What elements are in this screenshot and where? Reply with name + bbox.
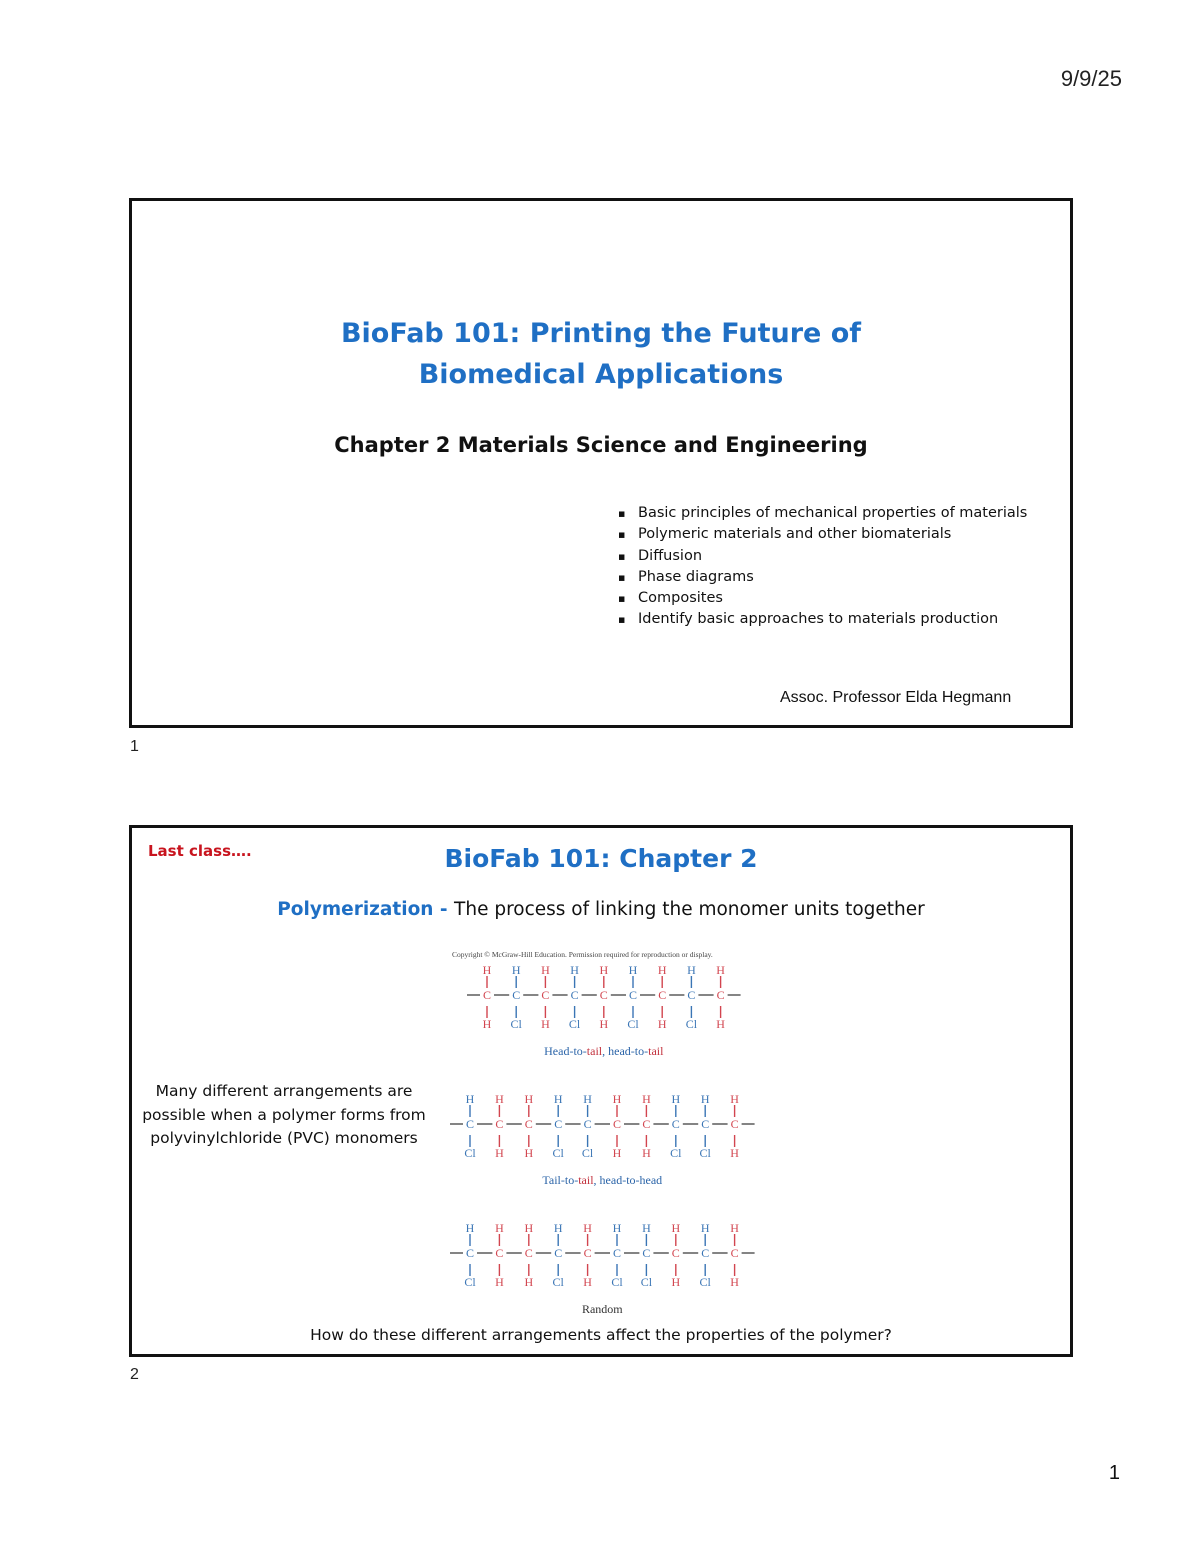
carbon-atom: C xyxy=(465,1117,475,1131)
carbon-atom: C xyxy=(687,988,696,1002)
bottom-atom: Cl xyxy=(568,1017,581,1031)
definition-text: The process of linking the monomer units together xyxy=(454,899,925,920)
carbon-atom: C xyxy=(730,1117,739,1131)
top-atom: H xyxy=(657,963,667,977)
topic-item: ▪ Basic principles of mechanical properties of materials xyxy=(618,503,1027,524)
page-number: 1 xyxy=(1108,1462,1120,1484)
top-atom: H xyxy=(730,1221,739,1235)
top-atom: H xyxy=(465,1221,475,1235)
bottom-atom: Cl xyxy=(685,1017,698,1031)
top-atom: H xyxy=(541,963,550,977)
bottom-atom: H xyxy=(495,1146,504,1160)
carbon-atom: C xyxy=(482,988,492,1002)
bottom-atom: H xyxy=(495,1275,504,1289)
top-atom: H xyxy=(700,1221,710,1235)
author-name: Assoc. Professor Elda Hegmann xyxy=(780,689,1012,706)
bottom-atom: H xyxy=(599,1017,609,1031)
structure-caption xyxy=(582,1302,623,1316)
carbon-atom: C xyxy=(730,1246,739,1260)
bottom-atom: H xyxy=(482,1017,492,1031)
topic-item: ▪ Diffusion xyxy=(618,546,1027,567)
bottom-atom: H xyxy=(583,1275,592,1289)
top-atom: H xyxy=(465,1092,475,1106)
slide-1-title xyxy=(132,313,1070,395)
carbon-atom: C xyxy=(628,988,638,1002)
bottom-atom: H xyxy=(612,1146,622,1160)
carbon-atom: C xyxy=(465,1246,475,1260)
carbon-atom: C xyxy=(716,988,725,1002)
bottom-atom: Cl xyxy=(699,1275,711,1289)
bottom-atom: H xyxy=(524,1275,534,1289)
carbon-atom: C xyxy=(554,1117,563,1131)
caption-part: Tail-to- xyxy=(542,1173,579,1187)
top-atom: H xyxy=(495,1221,504,1235)
carbon-atom: C xyxy=(612,1246,622,1260)
header-date: 9/9/25 xyxy=(1060,66,1122,91)
pvc-arrangements-figure xyxy=(432,943,772,1328)
caption-part: , head-to-head xyxy=(593,1173,663,1187)
top-atom: H xyxy=(687,963,696,977)
top-atom: H xyxy=(583,1092,592,1106)
top-atom: H xyxy=(495,1092,504,1106)
bottom-atom: Cl xyxy=(510,1017,522,1031)
last-class-tag: Last class…. xyxy=(148,842,252,860)
carbon-atom: C xyxy=(495,1117,504,1131)
top-atom: H xyxy=(671,1221,681,1235)
bottom-atom: Cl xyxy=(552,1146,564,1160)
topic-list xyxy=(618,503,1027,631)
bottom-atom: Cl xyxy=(640,1275,653,1289)
slide-1-subtitle: Chapter 2 Materials Science and Engineering xyxy=(334,433,868,457)
figure-copyright: Copyright © McGraw-Hill Education. Permission required for reproduction or display. xyxy=(452,950,713,959)
carbon-atom: C xyxy=(701,1246,710,1260)
top-atom: H xyxy=(730,1092,739,1106)
carbon-atom: C xyxy=(541,988,550,1002)
caption-part: Head-to- xyxy=(544,1044,587,1058)
carbon-atom: C xyxy=(570,988,579,1002)
bottom-atom: H xyxy=(524,1146,534,1160)
bottom-atom: H xyxy=(541,1017,550,1031)
topic-item: ▪ Polymeric materials and other biomaterials xyxy=(618,524,1027,545)
arrangements-question: How do these different arrangements affect the properties of the polymer? xyxy=(310,1326,892,1344)
carbon-atom: C xyxy=(512,988,521,1002)
slide-1-title-line2: Biomedical Applications xyxy=(418,359,784,390)
slide-2 xyxy=(129,825,1073,1357)
top-atom: H xyxy=(553,1092,563,1106)
carbon-atom: C xyxy=(642,1117,651,1131)
caption-part: , head-to- xyxy=(602,1044,649,1058)
carbon-atom: C xyxy=(599,988,608,1002)
top-atom: H xyxy=(570,963,579,977)
carbon-atom: C xyxy=(495,1246,504,1260)
top-atom: H xyxy=(671,1092,681,1106)
bottom-atom: Cl xyxy=(670,1146,682,1160)
carbon-atom: C xyxy=(642,1246,651,1260)
top-atom: H xyxy=(524,1221,534,1235)
top-atom: H xyxy=(511,963,521,977)
polymerization-definition xyxy=(132,899,1070,920)
bottom-atom: Cl xyxy=(464,1275,476,1289)
caption-part: tail xyxy=(586,1044,603,1058)
topic-item: ▪ Identify basic approaches to materials production xyxy=(618,609,1027,630)
bottom-atom: Cl xyxy=(611,1275,623,1289)
caption-part: tail xyxy=(578,1173,594,1187)
top-atom: H xyxy=(612,1221,622,1235)
carbon-atom: C xyxy=(671,1246,680,1260)
bottom-atom: Cl xyxy=(464,1146,476,1160)
top-atom: H xyxy=(553,1221,563,1235)
top-atom: H xyxy=(583,1221,592,1235)
slide-1-number: 1 xyxy=(130,738,139,755)
structure-caption xyxy=(544,1044,664,1058)
carbon-atom: C xyxy=(524,1246,533,1260)
slide-1 xyxy=(129,198,1073,728)
bottom-atom: Cl xyxy=(699,1146,711,1160)
bottom-atom: H xyxy=(730,1275,739,1289)
definition-term: Polymerization - xyxy=(277,899,455,920)
top-atom: H xyxy=(642,1092,651,1106)
carbon-atom: C xyxy=(701,1117,710,1131)
top-atom: H xyxy=(599,963,609,977)
top-atom: H xyxy=(642,1221,651,1235)
topic-item: ▪ Phase diagrams xyxy=(618,567,1027,588)
carbon-atom: C xyxy=(671,1117,680,1131)
top-atom: H xyxy=(612,1092,622,1106)
arrangements-note: Many different arrangements are possible when a polymer forms from polyvinylchloride (PVC) monomers xyxy=(142,1082,426,1147)
carbon-atom: C xyxy=(612,1117,622,1131)
top-atom: H xyxy=(700,1092,710,1106)
slide-2-number: 2 xyxy=(130,1366,139,1383)
bottom-atom: H xyxy=(716,1017,725,1031)
bottom-atom: H xyxy=(671,1275,681,1289)
structure-caption xyxy=(542,1173,662,1187)
topic-item: ▪ Composites xyxy=(618,588,1027,609)
caption-part: Random xyxy=(581,1302,623,1316)
carbon-atom: C xyxy=(583,1246,592,1260)
bottom-atom: H xyxy=(730,1146,739,1160)
bottom-atom: H xyxy=(642,1146,651,1160)
top-atom: H xyxy=(524,1092,534,1106)
carbon-atom: C xyxy=(658,988,667,1002)
top-atom: H xyxy=(716,963,725,977)
carbon-atom: C xyxy=(554,1246,563,1260)
bottom-atom: Cl xyxy=(552,1275,564,1289)
bottom-atom: Cl xyxy=(627,1017,639,1031)
bottom-atom: Cl xyxy=(581,1146,594,1160)
top-atom: H xyxy=(628,963,638,977)
carbon-atom: C xyxy=(583,1117,592,1131)
carbon-atom: C xyxy=(524,1117,533,1131)
bottom-atom: H xyxy=(657,1017,667,1031)
slide-1-title-line1: BioFab 101: Printing the Future of xyxy=(340,318,862,349)
top-atom: H xyxy=(482,963,492,977)
slide-2-title: BioFab 101: Chapter 2 xyxy=(444,844,758,873)
caption-part: tail xyxy=(648,1044,664,1058)
